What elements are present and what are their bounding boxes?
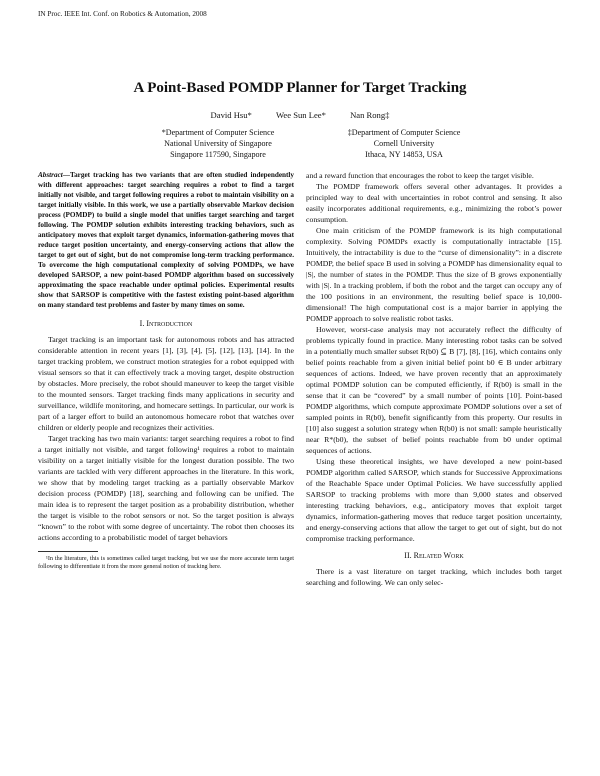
abstract-label: Abstract	[38, 171, 63, 179]
body-paragraph: and a reward function that encourages the robot to keep the target visible.	[306, 171, 534, 180]
affiliation-right	[304, 127, 504, 160]
footnote: ¹In the literature, this is sometimes called target tracking, but we use the more accurate term target following to differentiate it from the more general notion of tracking here.	[38, 555, 294, 570]
affiliation-line: Ithaca, NY 14853, USA	[365, 150, 443, 159]
affiliation-line: National University of Singapore	[164, 139, 272, 148]
body-paragraph: Target tracking has two main variants: target searching requires a robot to find a target initially not visible, and target following¹ requires a robot to maintain visibility on a target initially visible for the longest duration possible. The two variants are tackled with very different approaches in the literature. In this work, we show that by modeling target tracking as a partially observable Markov decision process (POMDP) [18], searching and following can be unified. The main idea is to represent the target position as a probability distribution, whether the target is visible to the robot sensors or not. So the target position is always “known” to the robot with some degree of uncertainty. The robot then chooses its actions according to a probabilistic model of target behaviors	[38, 434, 294, 542]
body-paragraph: The POMDP framework offers several other advantages. It provides a principled way to deal with uncertainties in robot control and sensing. It also easily incorporates additional requirements, e.g., minimizing the robot’s power consumption.	[306, 182, 562, 224]
body-paragraph: Target tracking is an important task for autonomous robots and has attracted considerable attention in recent years [1], [3], [4], [5], [12], [13], [14]. In the target tracking problem, we construct motion strategies for a robot equipped with visual sensors so that it can effectively track a moving target, despite obstruction by obstacles. More precisely, the robot should maneuver to keep the target visible to the mounted sensors. Target tracking finds many applications in security and surveillance, wildlife monitoring, and homecare settings. In particular, our work is part of a larger effort to build an autonomous homecare robot that watches over children or elderly people and recognizes their activities.	[38, 335, 294, 432]
right-column	[306, 170, 562, 588]
affiliation-line: ‡Department of Computer Science	[347, 128, 461, 137]
left-column	[38, 170, 294, 571]
affiliation-left	[118, 127, 318, 160]
section-heading-introduction: I. Introduction	[139, 319, 193, 328]
body-paragraph: However, worst-case analysis may not accurately reflect the difficulty of problems typically found in practice. Many interesting robot tasks can be solved in a potentially much smaller subset R(b0) ⊆ B [7], [8], [16], which contains only belief points reachable from a given initial belief point b0 ∈ B under arbitrary sequences of actions. Indeed, we have proven recently that an approximately optimal POMDP solution can be computed efficiently, if R(b0) is small in the sense that it can be “covered” by a small number of points [10]. Point-based POMDP algorithms, which compute approximate POMDP solutions over a set of sampled points in R(b0), benefit significantly from this property. Our results in [10] also suggest a solution strategy when R(b0) is not small: sample heuristically near R*(b0), the subset of belief points reachable from b0 under optimal sequences of actions.	[306, 325, 562, 455]
body-paragraph: Using these theoretical insights, we have developed a new point-based POMDP algorithm called SARSOP, which stands for Successive Approximations of the Reachable Space under Optimal Policies. We have successfully applied SARSOP to tracking problems with more than 9,000 states and observed interesting tracking behaviors, e.g., anticipatory moves that exploit target dynamics, information-gathering moves that reduce target position uncertainty, and energy-conserving actions that allow the target to get out of sight, but do not compromise tracking performance.	[306, 457, 562, 543]
abstract-text: —Target tracking has two variants that are often studied independently with different approaches: target searching requires a robot to find a target initially not visible, and target following requires a robot to maintain visibility on a target initially visible. In this work, we use a partially observable Markov decision process (POMDP) to build a single model that unifies target searching and target following. The POMDP solution exhibits interesting tracking behaviors, such as anticipatory moves that exploit target dynamics, information-gathering moves that reduce target position uncertainty, and energy-conserving actions that allow the target to get out of sight, but do not compromise long-term tracking performance. To overcome the high computational complexity of solving POMDPs, we have developed SARSOP, a new point-based POMDP algorithm based on successively approximating the space reachable under optimal policies. Experimental results show that SARSOP is competitive with the fastest existing point-based algorithm on many standard test problems and faster by many times on some.	[38, 171, 294, 309]
body-paragraph: There is a vast literature on target tracking, which includes both target searching and following. We can only selec-	[306, 567, 562, 587]
affiliation-line: Cornell University	[373, 139, 435, 148]
author-name: Wee Sun Lee*	[276, 110, 326, 120]
body-paragraph: One main criticism of the POMDP framework is its high computational complexity. Solving POMDPs exactly is computationally intractable [15]. Intuitively, the intractability is due to the “curse of dimensionality”: in a discrete POMDP, the belief space B used in solving a POMDP has dimensionality equal to |S|, the number of states in the POMDP. Thus the size of B grows exponentially with |S|. In a tracking problem, if both the robot and the target can occupy any of the 100 positions in an environment, the resulting belief space is 10,000-dimensional! The high computational cost is a major barrier in applying the POMDP approach to solve realistic robot tasks.	[306, 226, 562, 323]
affiliation-line: *Department of Computer Science	[161, 128, 275, 137]
footnote-divider	[38, 551, 98, 552]
paper-title: A Point-Based POMDP Planner for Target Tracking	[133, 80, 467, 96]
author-name: David Hsu*	[210, 110, 252, 120]
author-name: Nan Rong‡	[350, 110, 390, 120]
affiliation-line: Singapore 117590, Singapore	[170, 150, 266, 159]
author-list	[0, 110, 600, 120]
abstract	[38, 170, 294, 310]
running-head: IN Proc. IEEE Int. Conf. on Robotics & Automation, 2008	[38, 10, 207, 18]
section-heading-related-work: II. Related Work	[404, 551, 464, 560]
